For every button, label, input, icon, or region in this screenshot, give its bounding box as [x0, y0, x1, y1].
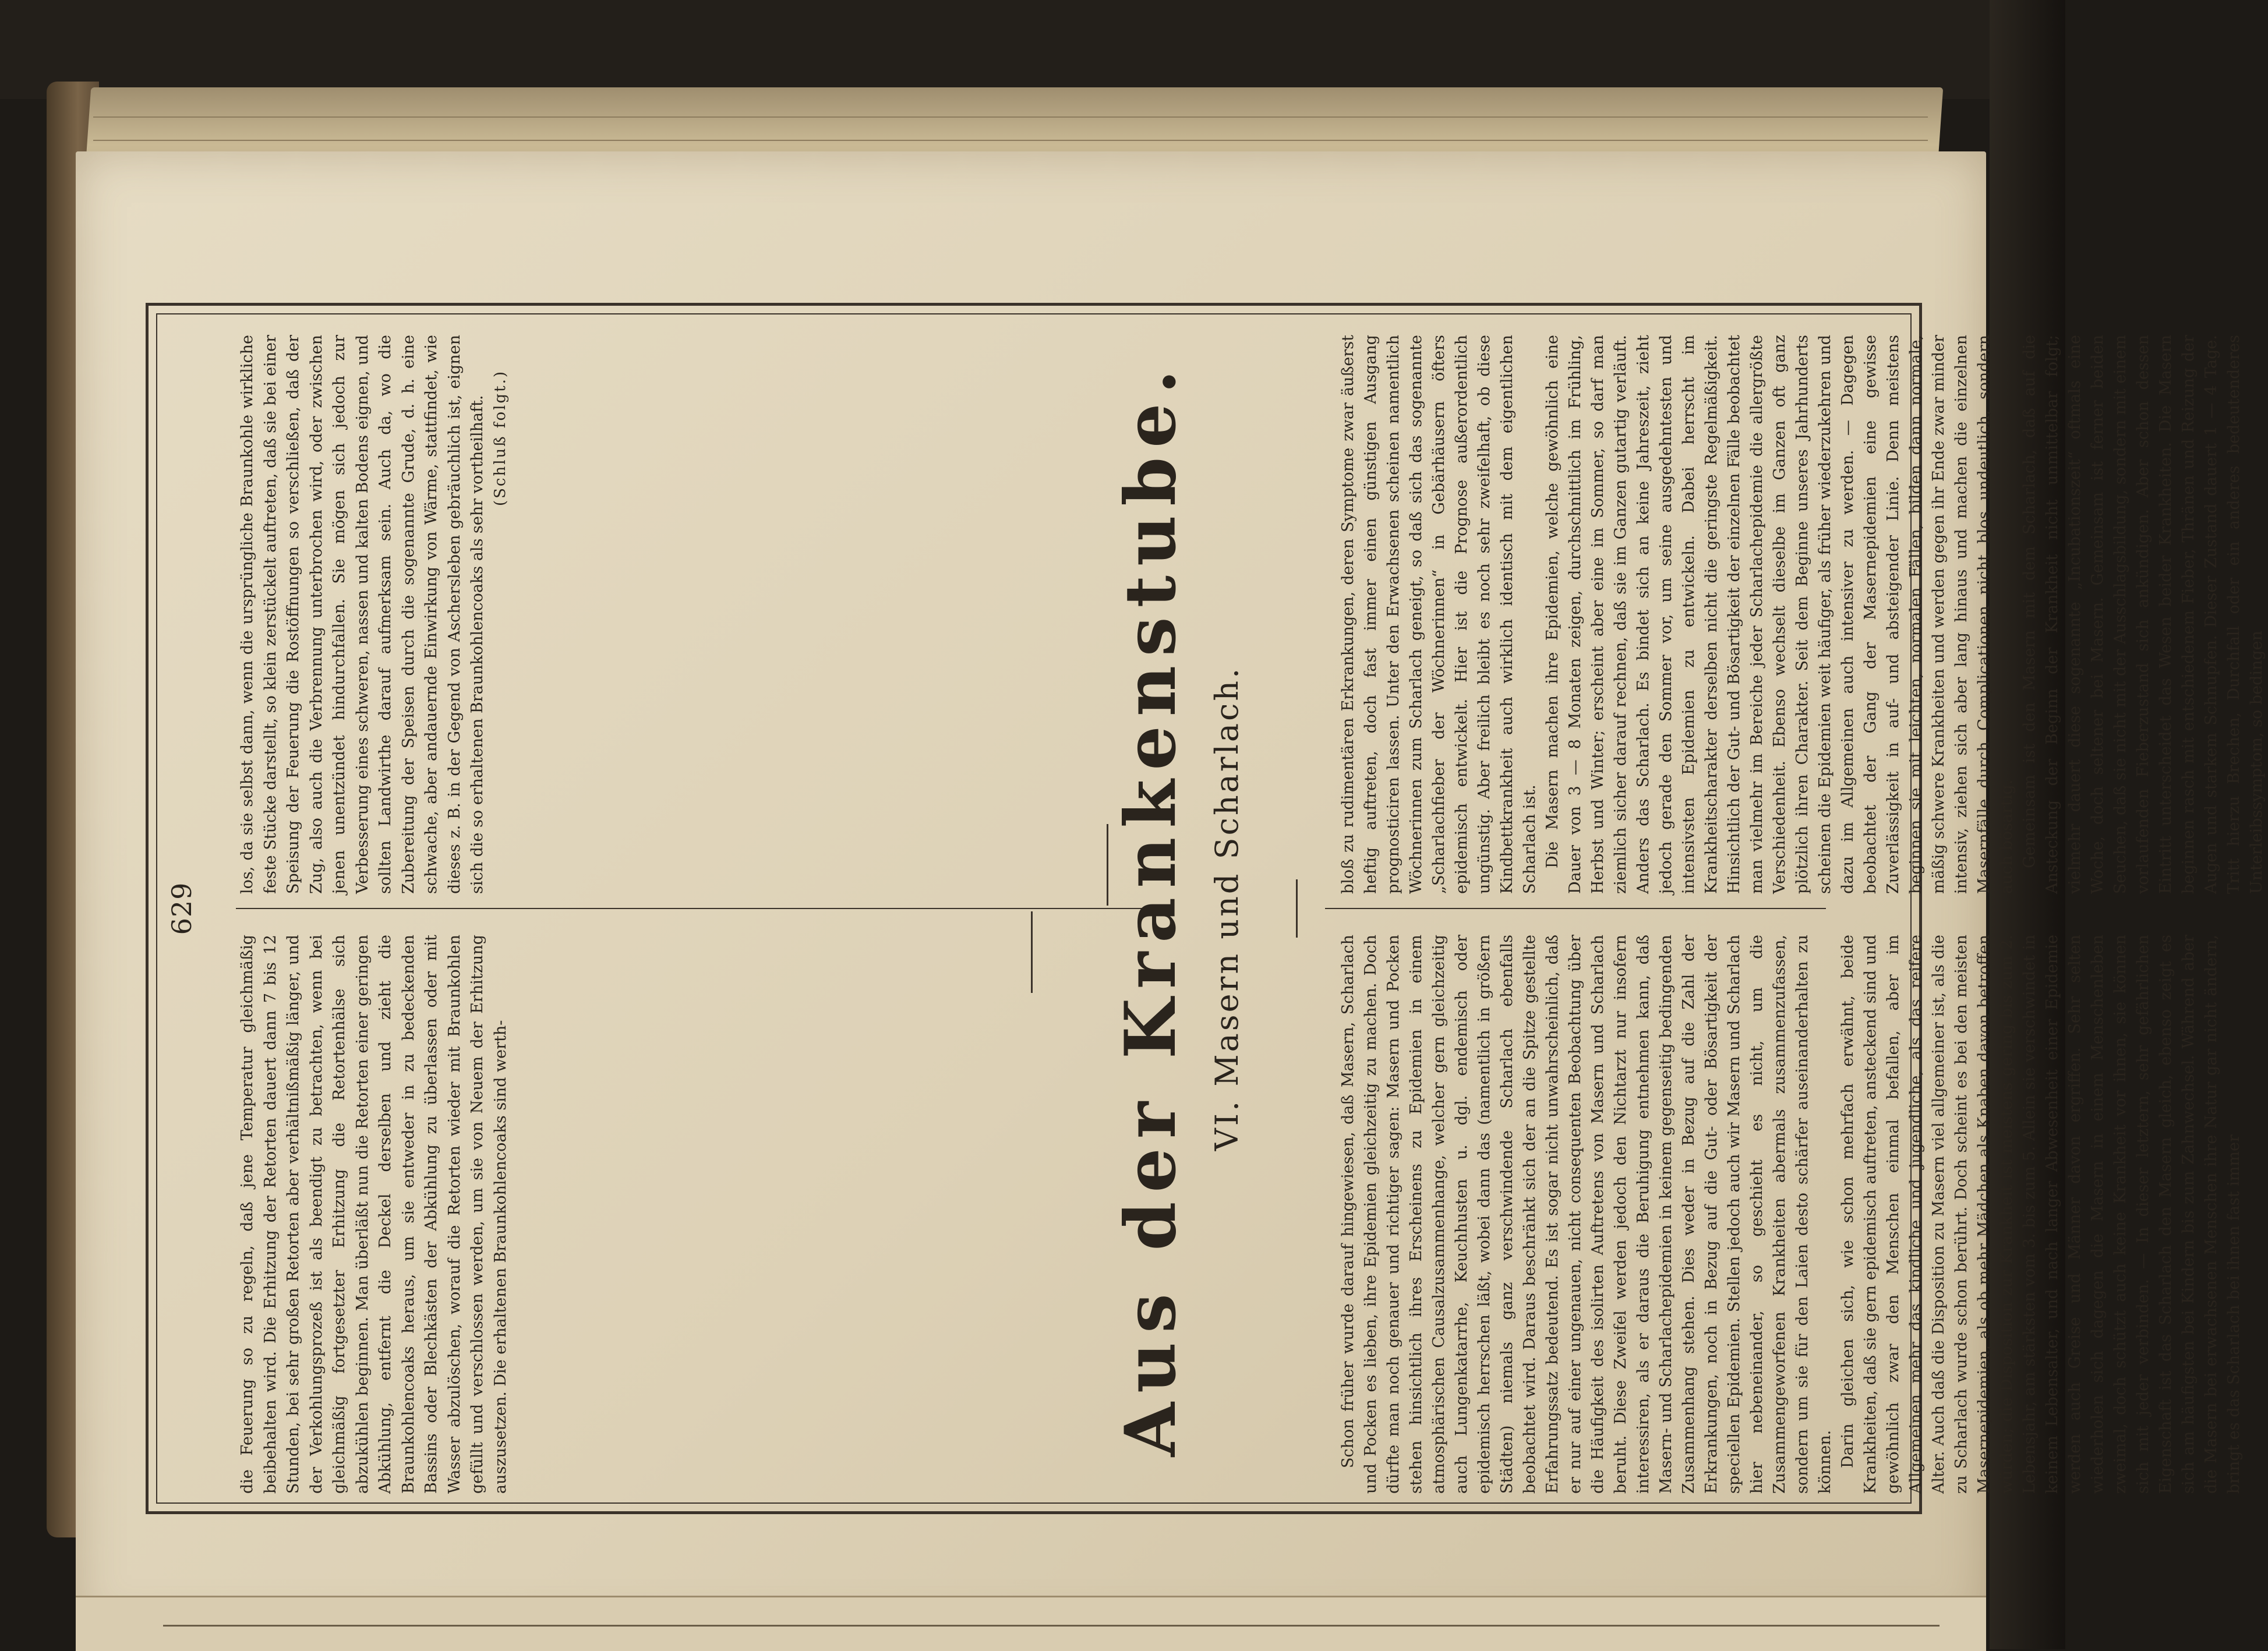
rotated-page-content: [166, 323, 2266, 1494]
page-header: [166, 323, 230, 1494]
section-heading: [1104, 323, 1331, 1494]
dark-background: [0, 0, 2065, 99]
separator-rule: [1031, 911, 1033, 993]
paragraph: Gemeinsam ist den Masern mit dem Scharlach, daß auf die Ansteckung der Beginn der Krankheit nicht unmittelbar folgt; vielmehr dauert diese sogenannte „Incubationszeit“ oftmals eine Woche, doch seltener bei Masern. Gemeinsam ist ferner beiden Seuchen, daß sie nicht mit der Ausschlagsbildung, sondern mit einem vorlaufenden Fieberzustand sich ankündigen. Aber schon dessen Eintritt unterscheidet das Wesen beider Krankheiten. Die Masern beginnen rasch mit entschiedenem Fieber, Thränen und Reizung der Augen und starkem Schnupfen. Dieser Zustand dauert 1 — 4 Tage. Tritt hierzu Brechen, Durchfall oder ein anderes bedeutenderes Unterleibssymptom, so bedingen: [2020, 335, 2266, 894]
page-stack-line: [93, 140, 1928, 141]
column-divider: [236, 908, 1168, 909]
paragraph: bloß zu rudimentären Erkrankungen, deren Symptome zwar äußerst heftig auftreten, doch fast immer einen günstigen Ausgang prognosticiren lassen. Unter den Erwachsenen scheinen namentlich Wöchnerinnen zum Scharlach geneigt, so daß sich das sogenannte „Scharlachfieber der Wöchnerinnen“ in Gebärhäusern öfters epidemisch entwickelt. Hier ist die Prognose außerordentlich ungünstig. Aber freilich bleibt es noch sehr zweifelhaft, ob diese Kindbettkrankheit auch wirklich identisch mit dem eigentlichen Scharlach ist.: [1339, 335, 1539, 894]
section-title: Aus der Krankenstube.: [1110, 360, 1192, 1457]
page-stack-line: [93, 116, 1928, 118]
paragraph: los, da sie selbst dann, wenn die ursprüngliche Braunkohle wirkliche feste Stücke darstellt, so klein zerstückelt auftreten, daß sie bei einer Speisung der Feuerung die Rostöffnungen so verschließen, daß der Zug, also auch die Verbrennung unterbrochen wird, oder zwischen jenen unentzündet hindurchfallen. Sie mögen sich jedoch zur Verbesserung eines schweren, nassen und kalten Bodens eignen, und sollten Landwirthe darauf aufmerksam sein. Auch da, wo die Zubereitung der Speisen durch die sogenannte Grude, d. h. eine schwache, aber andauernde Einwirkung von Wärme, stattfindet, wie dieses z. B. in der Gegend von Aschersleben gebräuchlich ist, eignen sich die so erhaltenen Braunkohlencoaks als sehr vortheilhaft.: [238, 335, 486, 894]
page-number: 629: [166, 882, 197, 935]
next-page-edge: [76, 1596, 1986, 1651]
section-subtitle: VI. Masern und Scharlach.: [1209, 666, 1245, 1151]
paragraph: Die Masern machen ihre Epidemien, welche gewöhnlich eine Dauer von 3 — 8 Monaten zeigen, durchschnittlich im Frühling, Herbst und Winter; erscheint aber eine im Sommer, so darf man ziemlich sicher darauf rechnen, daß sie im Ganzen gutartig verläuft. Anders das Scharlach. Es bindet sich an keine Jahreszeit, zieht jedoch gerade den Sommer vor, um seine ausgedehntesten und intensivsten Epidemien zu entwickeln. Dabei herrscht im Krankheitscharakter derselben nicht die geringste Regelmäßigkeit. Hinsichtlich der Gut- und Bösartigkeit der einzelnen Fälle beobachtet man vielmehr im Bereiche jeder Scharlachepidemie die allergrößte Verschiedenheit. Ebenso wechselt dieselbe im Ganzen oft ganz plötzlich ihren Charakter. Seit dem Beginne unseres Jahrhunderts scheinen die Epidemien weit häufiger, als früher wiederzukehren und dazu im Allgemeinen auch intensiver zu werden. — Dagegen beobachtet der Gang der Masernepidemien eine gewisse Zuverlässigkeit in auf- und absteigender Linie. Denn meistens beginnen sie mit leichten, normalen Fällen, bilden dann normale, mäßig schwere Krankheiten und werden gegen ihr Ende zwar minder intensiv, ziehen sich aber lang hinaus und machen die einzelnen Masernfälle durch Complicationen nicht blos undeutlich, sondern auch bösartig.: [1543, 335, 2016, 894]
next-page-rule: [163, 1625, 1940, 1627]
lower-left-column: [1337, 935, 2243, 1494]
continued-note: (Schluß folgt.): [491, 370, 509, 507]
subtitle-rule: [1296, 879, 1298, 938]
lower-right-column: [1337, 335, 2266, 894]
paragraph: Schon früher wurde darauf hingewiesen, daß Masern, Scharlach und Pocken es lieben, ihre Epidemien gleichzeitig zu machen. Doch dürfte man noch genauer und richtiger sagen: Masern und Pocken stehen hinsichtlich ihres Erscheinens zu Epidemien in einem atmosphärischen Causalzusammenhange, welcher gern gleichzeitig auch Lungenkatarrhe, Keuchhusten u. dgl. endemisch oder epidemisch herrschen läßt, wobei dann das (namentlich in größern Städten) niemals ganz verschwindende Scharlach ebenfalls beobachtet wird. Daraus beschränkt sich der an die Spitze gestellte Erfahrungssatz bedeutend. Es ist sogar nicht unwahrscheinlich, daß er nur auf einer ungenauen, nicht consequenten Beobachtung über die Häufigkeit des isolirten Auftretens von Masern und Scharlach beruht. Diese Zweifel werden jedoch den Nichtarzt nur insofern interessiren, als er daraus die Beruhigung entnehmen kann, daß Masern- und Scharlachepidemien in keinem gegenseitig bedingenden Zusammenhang stehen. Dies weder in Bezug auf die Zahl der Erkrankungen, noch in Bezug auf die Gut- oder Bösartigkeit der speciellen Epidemien. Stellen jedoch auch wir Masern und Scharlach hier nebeneinander, so geschieht es nicht, um die Zusammengeworfenen Krankheiten abermals zusammenzufassen, sondern um sie für den Laien desto schärfer auseinanderhalten zu können.: [1339, 935, 1834, 1494]
paragraph: Darin gleichen sich, wie schon mehrfach erwähnt, beide Krankheiten, daß sie gern epidemisch auftreten, ansteckend sind und gewöhnlich zwar den Menschen einmal befallen, aber im Allgemeinen mehr das kindliche und jugendliche, als das reifere Alter. Auch daß die Disposition zu Masern viel allgemeiner ist, als die zu Scharlach wurde schon berührt. Doch scheint es bei den meisten Masernepidemien, als ob mehr Mädchen als Knaben davon betroffen würden; die Disposition zur Krankheit ist meistens gering bis zum 2. Lebensjahr, am stärksten vom 3. bis zum 5. Allein sie verschwindet in keinem Lebensalter, und nach langer Abwesenheit einer Epidemie werden auch Greise und Männer davon ergriffen. Sehr selten wiederholen sich dagegen die Masern in einem Menschenleben zweimal, doch schützt auch keine Krankheit vor ihnen, sie können sich mit jeder verbinden. — In dieser letztern, sehr gefährlichen Eigenschaft ist das Scharlach den Masern gleich, ebenso zeigt es sich am häufigsten bei Kindern bis zum Zahnwechsel. Während aber die Masern bei erwachsenen Menschen ihre Natur gar nicht ändern, bringt es das Scharlach bei ihnen fast immer: [1839, 935, 2243, 1494]
column-divider: [1325, 908, 1826, 909]
paragraph: die Feuerung so zu regeln, daß jene Temperatur gleichmäßig beibehalten wird. Die Erhitzung der Retorten dauert dann 7 bis 12 Stunden, bei sehr großen Retorten aber verhältnißmäßig länger, und der Verkohlungsprozeß ist als beendigt zu betrachten, wenn bei gleichmäßig fortgesetzter Erhitzung die Retortenhälse sich abzukühlen beginnen. Man überläßt nun die Retorten einer geringen Abkühlung, entfernt die Deckel derselben und zieht die Braunkohlencoaks heraus, um sie entweder in zu bedeckenden Bassins oder Blechkästen der Abkühlung zu überlassen oder mit Wasser abzulöschen, worauf die Retorten wieder mit Braunkohlen gefüllt und verschlossen werden, um sie von Neuem der Erhitzung auszusetzen. Die erhaltenen Braunkohlencoaks sind werth-: [238, 935, 510, 1494]
